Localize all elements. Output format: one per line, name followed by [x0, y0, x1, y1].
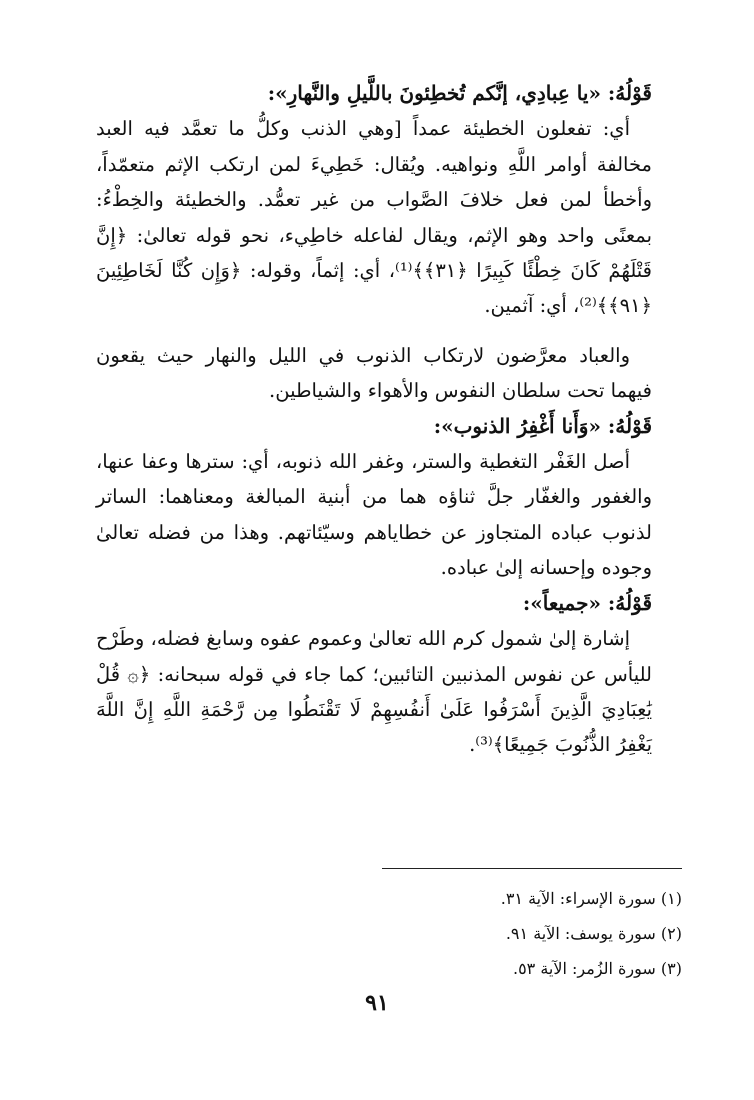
paragraph-ghafr: أصل الغَفْر التغطية والستر، وغفر الله ذنوبه، أي: سترها وعفا عنها، والغفور والغفّار جلَّ ثناؤه هما من أبنية المبالغة ومعناهما: الساتر لذنوب عباده المتجاوز عن خطاياهم وسيّئاتهم. وهذا من فضله تعالىٰ وجوده وإحسانه إلىٰ عباده. — [96, 450, 652, 580]
footnote-2: (٢) سورة يوسف: الآية ٩١. — [505, 924, 682, 943]
paragraph-ibad: والعباد معرَّضون لارتكاب الذنوب في الليل والنهار حيث يقعون فيهما تحت سلطان النفوس والأهواء والشياطين. — [96, 343, 652, 403]
heading-jamian: قَوْلُهُ: «جميعاً»: — [522, 590, 652, 615]
main-text — [96, 76, 652, 763]
heading-aghfir: قَوْلُهُ: «وَأَنا أَغْفِرُ الذنوب»: — [433, 413, 652, 438]
footnote-1: (١) سورة الإسراء: الآية ٣١. — [500, 889, 682, 908]
paragraph-khatia: أي: تفعلون الخطيئة عمداً [وهي الذنب وكلُّ ما تعمَّد فيه العبد مخالفة أوامر اللَّهِ ونواهيه. ويُقال: خَطِيءَ لمن ارتكب الإثم متعمّداً، وأخطأ لمن فعل خلافَ الصَّواب من غير تعمُّد. والخطيئة والخِطْءُ: بمعنًى واحد وهو الإثم، ويقال لفاعله خاطِيء، نحو قوله تعالىٰ: ﴿إِنَّ قَتْلَهُمْ كَانَ خِطْئًا كَبِيرًا ﴿٣١﴾﴾⁽¹⁾، أي: إثماً، وقوله: ﴿وَإِن كُنَّا لَخَاطِئِينَ ﴿٩١﴾﴾⁽²⁾، أي: آثمين. — [96, 117, 653, 318]
heading-ya-ibadi: قَوْلُهُ: «يا عِبادِي، إنَّكم تُخطِئونَ باللَّيلِ والنَّهارِ»: — [267, 81, 652, 105]
paragraph-ishara: إشارة إلىٰ شمول كرم الله تعالىٰ وعموم عفوه وسابغ فضله، وطَرْح لليأس عن نفوس المذنبين التائبين؛ كما جاء في قوله سبحانه: ﴿۞ قُلْ يَٰعِبَادِيَ الَّذِينَ أَسْرَفُوا عَلَىٰ أَنفُسِهِمْ لَا تَقْنَطُوا مِن رَّحْمَةِ اللَّهِ إِنَّ اللَّهَ يَغْفِرُ الذُّنُوبَ جَمِيعًا﴾⁽³⁾. — [96, 627, 652, 757]
footnote-3: (٣) سورة الزُمر: الآية ٥٣. — [512, 959, 682, 978]
page-number: ٩١ — [365, 990, 389, 1016]
footnotes — [382, 868, 682, 986]
